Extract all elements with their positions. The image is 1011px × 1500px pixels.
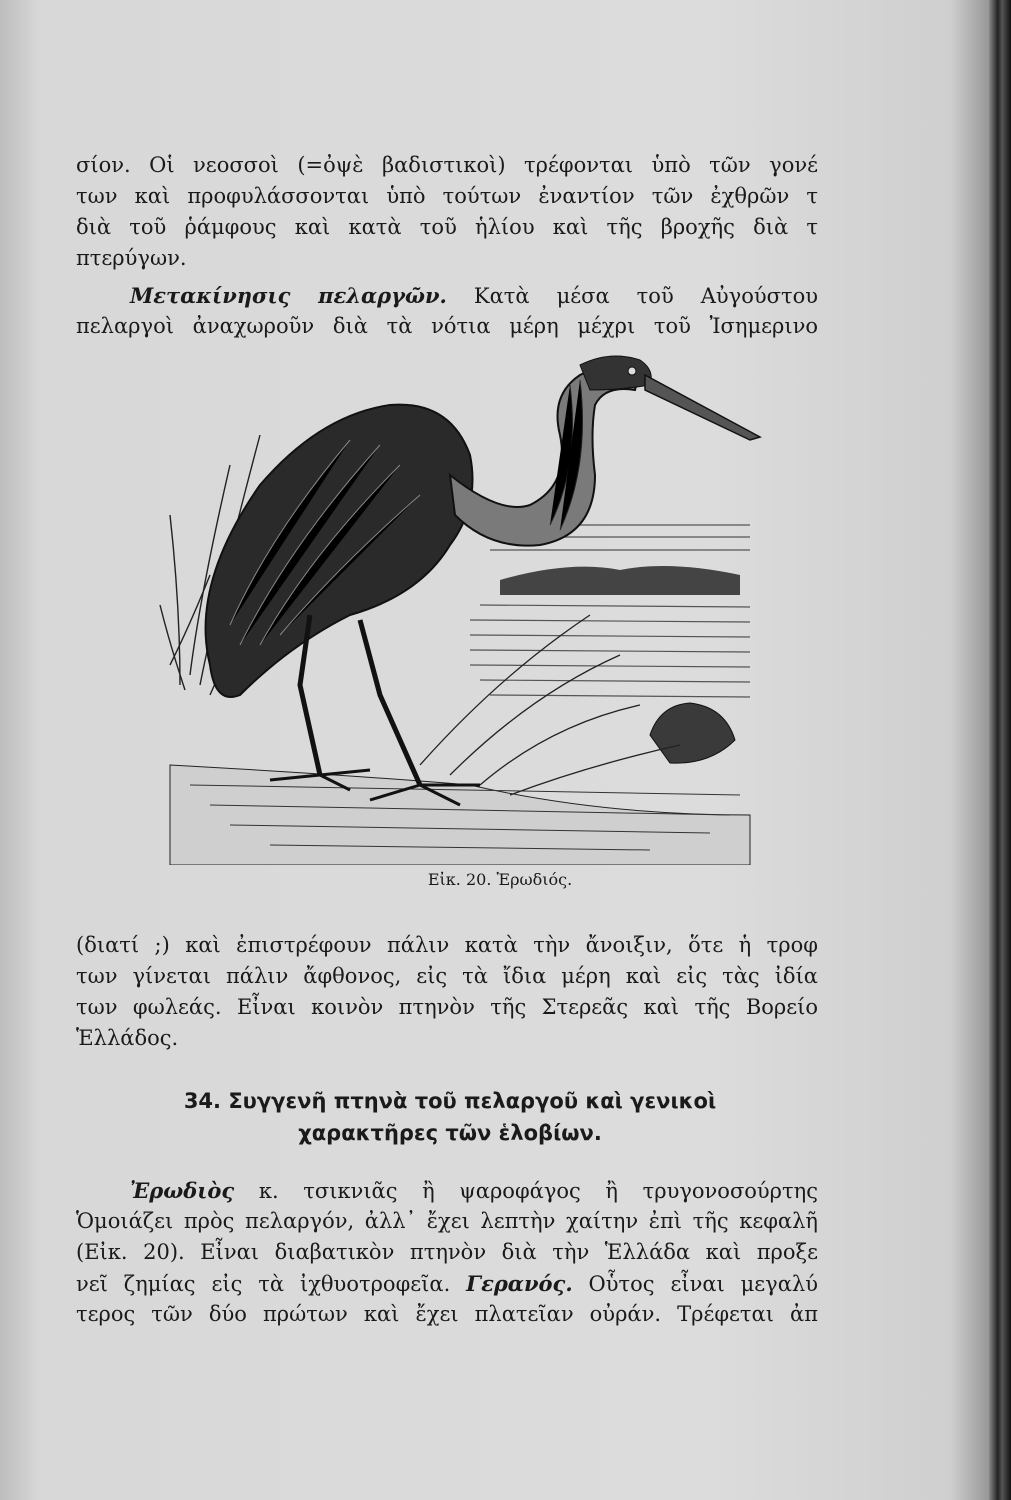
term-crane: Γερανός. bbox=[466, 1271, 573, 1296]
text-line: των γίνεται πάλιν ἄφθονος, εἰς τὰ ἴδια μέρη καὶ εἰς τὰς ἰδία bbox=[76, 964, 818, 988]
text-run: νεῖ ζημίας εἰς τὰ ἰχθυοτροφεῖα. bbox=[76, 1272, 467, 1296]
text-run: κ. τσικνιᾶς ἢ ψαροφάγος ἢ τρυγονοσούρτης bbox=[234, 1179, 818, 1203]
term-heron: Ἐρωδιὸς bbox=[130, 1178, 235, 1203]
section-heading-line-2: χαρακτῆρες τῶν ἑλοβίων. bbox=[298, 1121, 602, 1145]
heron-engraving bbox=[150, 345, 780, 865]
text-line bbox=[76, 1268, 818, 1299]
paragraph-1 bbox=[76, 150, 818, 274]
section-heading-line-1: 34. Συγγενῆ πτηνὰ τοῦ πελαργοῦ καὶ γενικοὶ bbox=[183, 1089, 717, 1113]
text-line: σίον. Οἱ νεοσσοὶ (=ὀψὲ βαδιστικοὶ) τρέφονται ὑπὸ τῶν γονέ bbox=[76, 153, 818, 177]
subheading-migration: Μετακίνησις πελαργῶν. bbox=[130, 283, 447, 308]
paragraph-4 bbox=[76, 1175, 818, 1330]
text-line: Ἑλλάδος. bbox=[76, 1026, 179, 1050]
heron-illustration bbox=[150, 345, 780, 865]
paragraph-3 bbox=[76, 930, 818, 1054]
text-line: πελαργοὶ ἀναχωροῦν διὰ τὰ νότια μέρη μέχρι τοῦ Ἰσημερινο bbox=[76, 314, 818, 338]
text-run: Οὗτος εἶναι μεγαλύ bbox=[572, 1272, 818, 1296]
text-line bbox=[76, 280, 818, 311]
text-line: Ὁμοιάζει πρὸς πελαργόν, ἀλλ᾽ ἔχει λεπτὴν χαίτην ἐπὶ τῆς κεφαλῆ bbox=[76, 1209, 818, 1233]
paragraph-2 bbox=[76, 280, 818, 342]
text-line: τερος τῶν δύο πρώτων καὶ ἔχει πλατεῖαν οὐράν. Τρέφεται ἀπ bbox=[76, 1302, 818, 1326]
text-line: των φωλεάς. Εἶναι κοινὸν πτηνὸν τῆς Στερεᾶς καὶ τῆς Βορείο bbox=[76, 995, 818, 1019]
figure-caption: Εἰκ. 20. Ἐρωδιός. bbox=[427, 870, 573, 889]
text-run: Κατὰ μέσα τοῦ Αὐγούστου bbox=[446, 284, 818, 308]
text-line bbox=[76, 1175, 818, 1206]
book-binding-edge bbox=[989, 0, 1011, 1500]
section-heading bbox=[100, 1085, 800, 1149]
text-line: των καὶ προφυλάσσονται ὑπὸ τούτων ἐναντίον τῶν ἐχθρῶν τ bbox=[76, 184, 818, 208]
text-line: διὰ τοῦ ῥάμφους καὶ κατὰ τοῦ ἡλίου καὶ τῆς βροχῆς διὰ τ bbox=[76, 215, 818, 239]
text-line: (διατί ;) καὶ ἐπιστρέφουν πάλιν κατὰ τὴν ἄνοιξιν, ὅτε ἡ τροφ bbox=[76, 933, 818, 957]
text-line: (Εἰκ. 20). Εἶναι διαβατικὸν πτηνὸν διὰ τὴν Ἑλλάδα καὶ προξε bbox=[76, 1240, 818, 1264]
text-line: πτερύγων. bbox=[76, 246, 187, 270]
